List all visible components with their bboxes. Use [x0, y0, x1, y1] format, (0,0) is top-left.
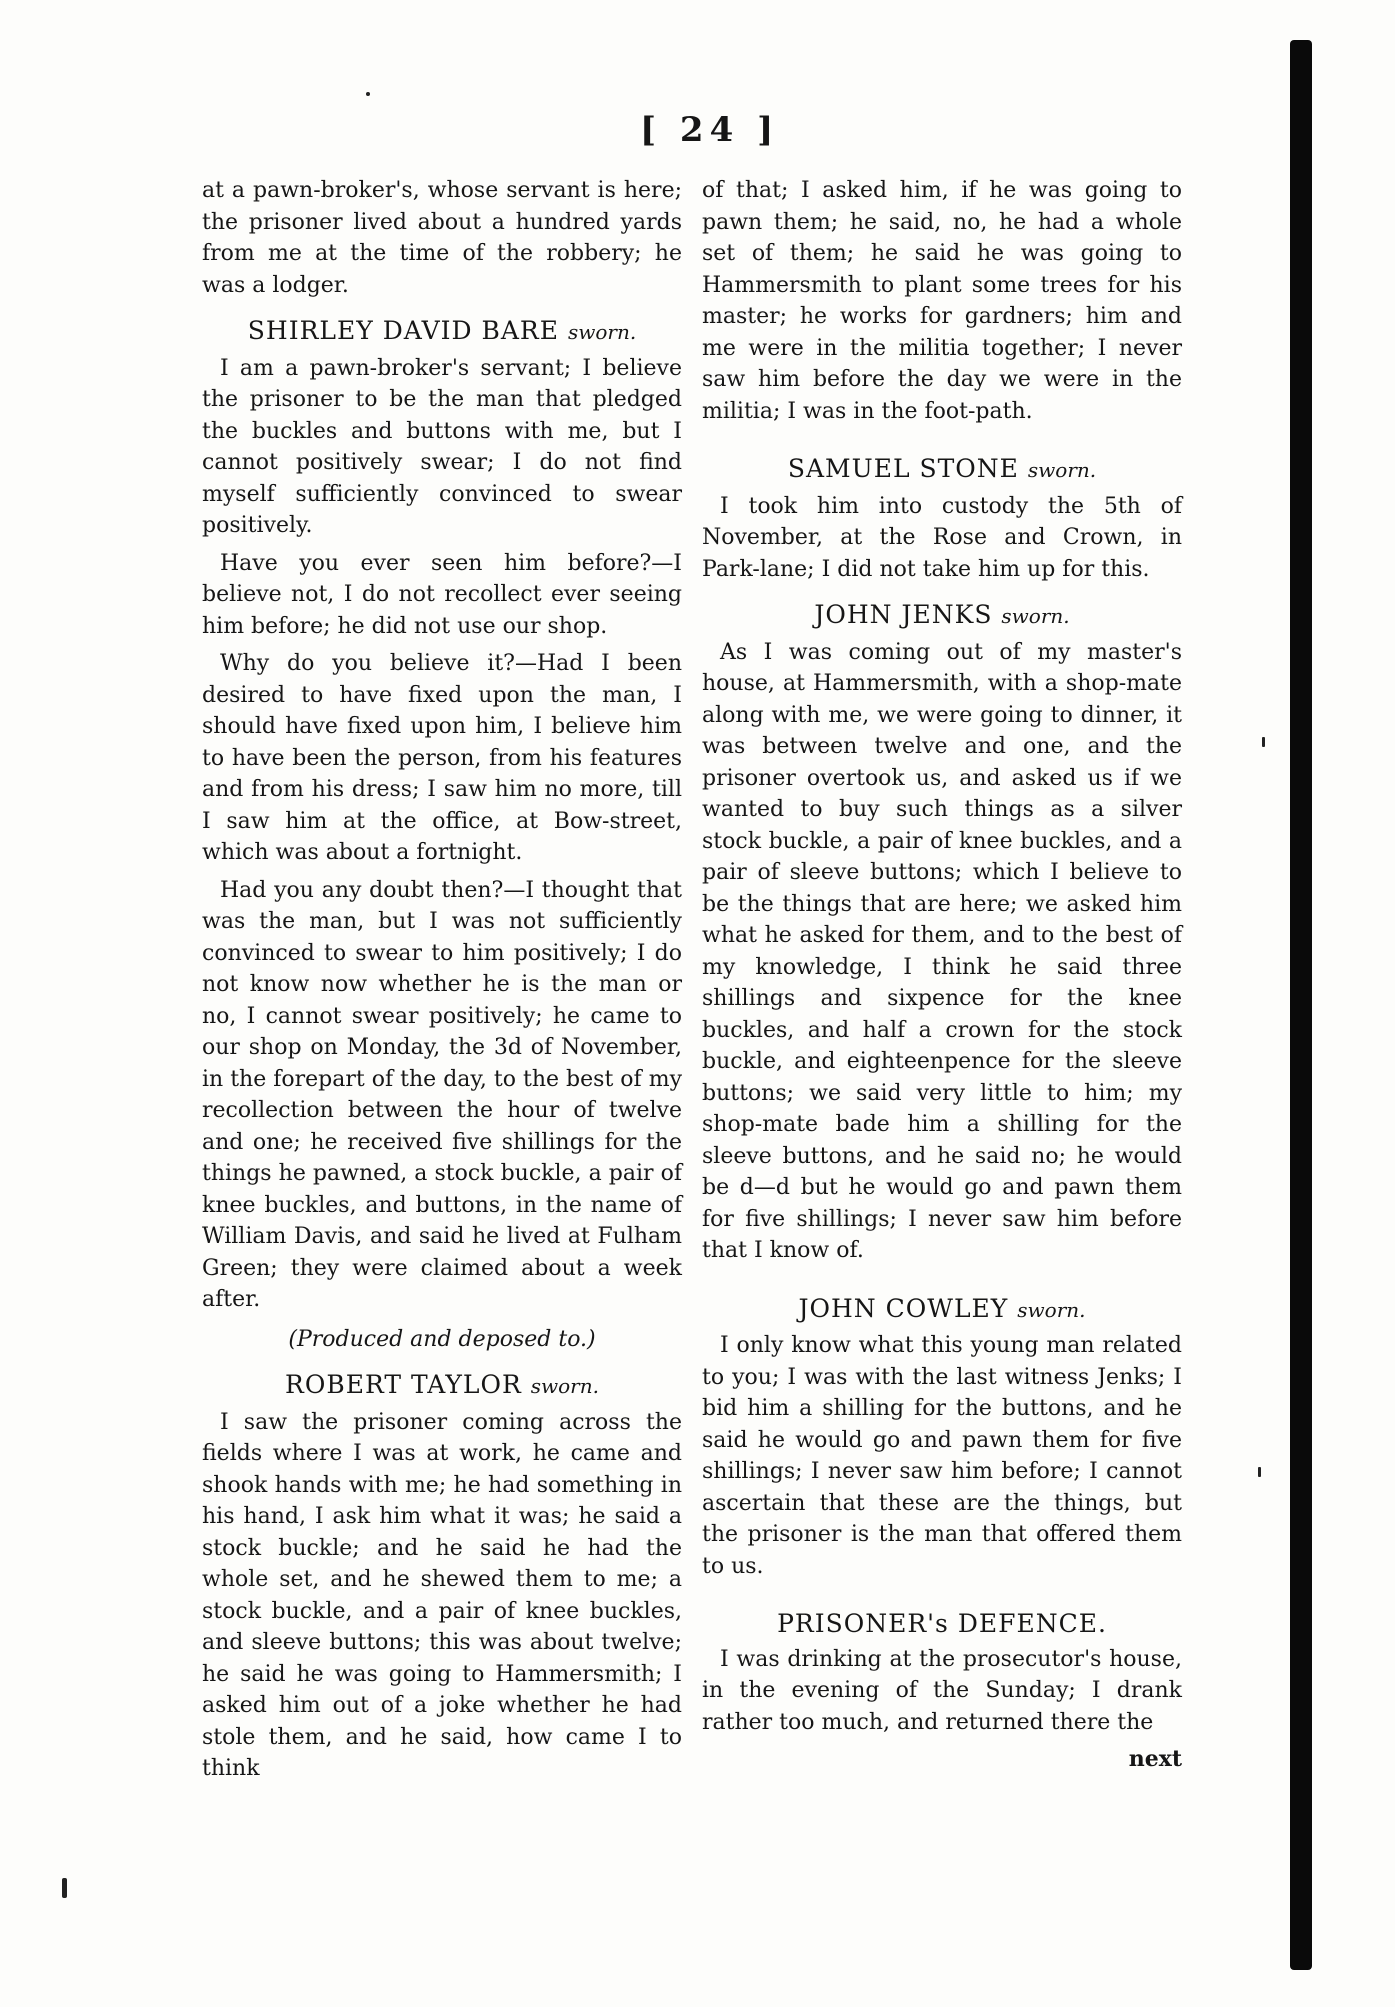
page-number: [ 24 ] — [640, 110, 780, 150]
sworn-label: sworn. — [1017, 1297, 1086, 1322]
testimony-paragraph: I only know what this young man related to you; I was with the last witness Jenks; I bid him a shilling for the buttons, and he said he would go and pawn them for five shillings; I never saw him before; I cannot ascertain that these are the things, but the prisoner is the man that offered them to us. — [702, 1333, 1182, 1579]
defence-heading — [702, 1608, 1182, 1640]
left-column — [202, 175, 682, 1791]
sworn-label: sworn. — [530, 1374, 599, 1398]
scan-speck — [1258, 1467, 1261, 1477]
scan-speck — [366, 92, 370, 96]
witness-name: SAMUEL STONE — [787, 454, 1019, 483]
witness-heading — [702, 599, 1182, 633]
witness-name: JOHN JENKS — [814, 600, 993, 629]
sworn-label: sworn. — [567, 320, 637, 344]
catchword: next — [1128, 1746, 1182, 1772]
witness-heading — [202, 315, 682, 349]
testimony-paragraph: I took him into custody the 5th of November, at the Rose and Crown, in Park-lane; I did not take him up for this. — [702, 493, 1182, 582]
left-paragraph: at a pawn-broker's, whose servant is here; the prisoner lived about a hundred yards from me at the time of the robbery; he was a lodger. — [202, 178, 682, 298]
scan-speck — [62, 1878, 67, 1898]
witness-name: SHIRLEY DAVID BARE — [247, 316, 559, 345]
produced-note: (Produced and deposed to.) — [288, 1326, 596, 1352]
binding-edge — [1290, 40, 1312, 1970]
testimony-paragraph: Have you ever seen him before?—I believe not, I do not recollect ever seeing him before; he did not use our shop. — [202, 550, 682, 639]
testimony-paragraph: of that; I asked him, if he was going to pawn them; he said, no, he had a whole set of them; he said he was going to Hammersmith to plant some trees for his master; he works for gardners; him and me were in the militia together; I never saw him before the day we were in the militia; I was in the foot-path. — [702, 178, 1182, 424]
witness-name: JOHN COWLEY — [798, 1293, 1009, 1323]
defence-paragraph: I was drinking at the prosecutor's house, in the evening of the Sunday; I drank rather too much, and returned there the — [702, 1646, 1182, 1735]
witness-heading — [702, 1293, 1182, 1327]
testimony-paragraph: Why do you believe it?—Had I been desired to have fixed upon the man, I should have fixed upon him, I believe him to have been the person, from his features and from his dress; I saw him no more, till I saw him at the office, at Bow-street, which was about a fortnight. — [202, 651, 682, 865]
sworn-label: sworn. — [1001, 604, 1070, 628]
sworn-label: sworn. — [1027, 458, 1097, 482]
witness-heading — [202, 1369, 682, 1403]
testimony-paragraph: As I was coming out of my master's house, at Hammersmith, with a shop-mate along with me, we were going to dinner, it was between twelve and one, and the prisoner overtook us, and asked us if we wanted to buy such things as a silver stock buckle, a pair of knee buckles, and a pair of sleeve buttons; which I believe to be the things that are here; we asked him what he asked for them, and to the best of my knowledge, I think he said three shillings and sixpence for the knee buckles, and half a crown for the stock buckle, and eighteenpence for the sleeve buttons; we said very little to him; my shop-mate bade him a shilling for the sleeve buttons, and he said no; he would be d—d but he would go and pawn them for five shillings; I never saw him before that I know of. — [702, 639, 1182, 1263]
testimony-paragraph: I saw the prisoner coming across the fields where I was at work, he came and shook hands with me; he had something in his hand, I ask him what it was; he said a stock buckle; and he said he had the whole set, and he shewed them to me; a stock buckle, and a pair of knee buckles, and sleeve buttons; this was about twelve; he said he was going to Hammersmith; I asked him out of a joke whether he had stole them, and he said, how came I to think — [202, 1409, 682, 1781]
defence-title: PRISONER's DEFENCE. — [777, 1609, 1107, 1638]
scan-speck — [1262, 737, 1265, 747]
witness-heading — [702, 453, 1182, 487]
testimony-paragraph: I am a pawn-broker's servant; I believe the prisoner to be the man that pledged the buckles and buttons with me, but I cannot positively swear; I do not find myself sufficiently convinced to swear positively. — [202, 355, 682, 538]
testimony-paragraph: Had you any doubt then?—I thought that was the man, but I was not sufficiently convinced to swear to him positively; I do not know now whether he is the man or no, I cannot swear positively; he came to our shop on Monday, the 3d of November, in the forepart of the day, to the best of my recollection between the hour of twelve and one; he received five shillings for the things he pawned, a stock buckle, a pair of knee buckles, and buttons, in the name of William Davis, and said he lived at Fulham Green; they were claimed about a week after. — [202, 877, 682, 1312]
witness-name: ROBERT TAYLOR — [285, 1370, 522, 1399]
right-column — [702, 175, 1182, 1776]
